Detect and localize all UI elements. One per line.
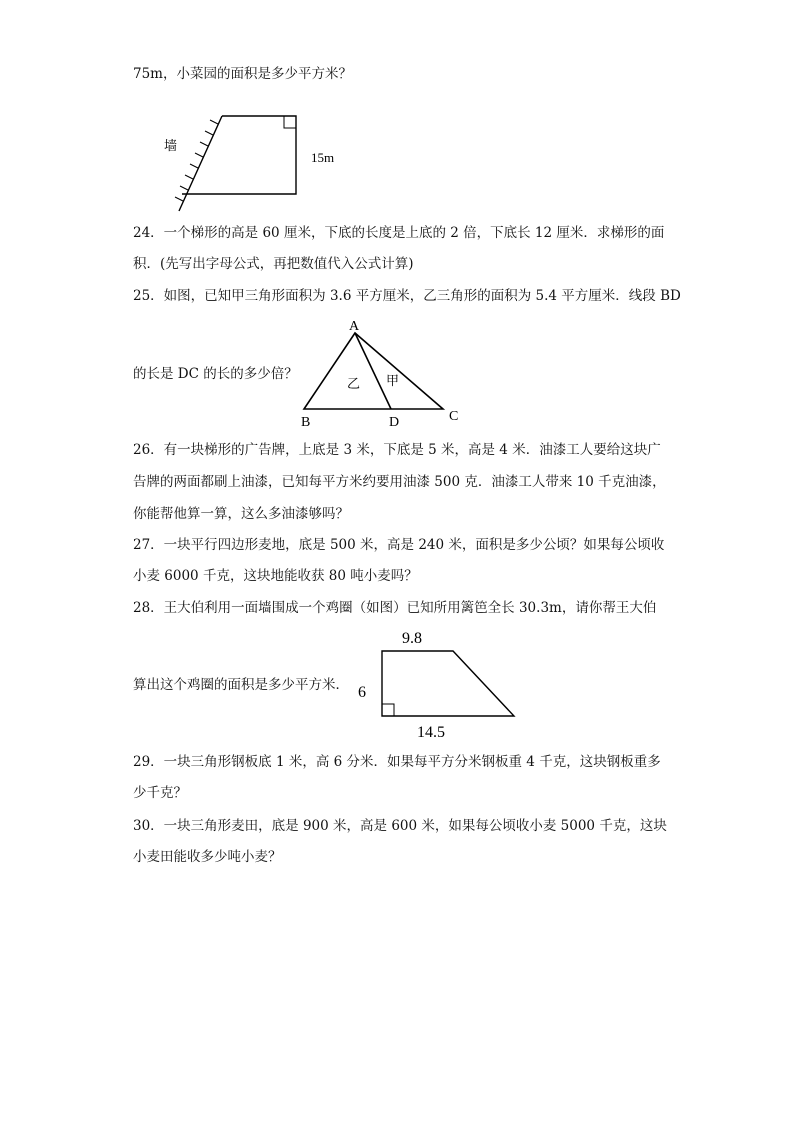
text-p24-line2: 积．(先写出字母公式，再把数值代入公式计算) (133, 256, 414, 272)
label-wall: 墙 (164, 138, 178, 153)
label-point-b: B (301, 415, 311, 430)
text-p29-line1: 29．一块三角形钢板底 1 米，高 6 分米．如果每平方分米钢板重 4 千克，这块钢板重多 (133, 754, 661, 770)
text-p26-line3: 你能帮他算一算，这么多油漆够吗？ (133, 506, 349, 522)
text-p25-line1: 25．如图，已知甲三角形面积为 3.6 平方厘米，乙三角形的面积为 5.4 平方厘米．线段 BD (133, 288, 681, 304)
label-region-yi: 乙 (347, 376, 361, 391)
text-p24-line1: 24．一个梯形的高是 60 厘米，下底的长度是上底的 2 倍，下底长 12 厘米．求梯形的面 (133, 225, 665, 241)
label-height: 6 (358, 684, 366, 701)
label-point-c: C (449, 409, 459, 424)
text-p27-line1: 27．一块平行四边形麦地，底是 500 米，高是 240 米，面积是多少公顷？如果每公顷收 (133, 537, 665, 553)
label-bottom-length: 14.5 (417, 724, 445, 741)
label-point-a: A (349, 319, 360, 334)
label-region-jia: 甲 (386, 373, 400, 388)
text-p30-line2: 小麦田能收多少吨小麦？ (133, 849, 282, 865)
text-p28-line2: 算出这个鸡圈的面积是多少平方米． (133, 677, 349, 693)
text-p26-line2: 告牌的两面都刷上油漆，已知每平方米约要用油漆 500 克．油漆工人带来 10 千克油漆， (133, 474, 666, 490)
label-point-d: D (389, 415, 400, 430)
text-p29-line2: 少千克？ (133, 785, 187, 801)
text-p28-line1: 28．王大伯利用一面墙围成一个鸡圈（如图）已知所用篱笆全长 30.3m，请你帮王大伯 (133, 600, 657, 616)
label-top-length: 9.8 (402, 630, 422, 647)
text-p26-line1: 26．有一块梯形的广告牌，上底是 3 米，下底是 5 米，高是 4 米．油漆工人要给这块广 (133, 442, 661, 458)
label-side-15m: 15m (311, 150, 335, 165)
text-p27-line2: 小麦 6000 千克，这块地能收获 80 吨小麦吗？ (133, 568, 418, 584)
text-p23-end: 75m，小菜园的面积是多少平方米？ (133, 66, 352, 82)
text-p30-line1: 30．一块三角形麦田，底是 900 米，高是 600 米，如果每公顷收小麦 5000 千克，这块 (133, 818, 667, 834)
text-p25-line2: 的长是 DC 的长的多少倍？ (133, 366, 298, 382)
